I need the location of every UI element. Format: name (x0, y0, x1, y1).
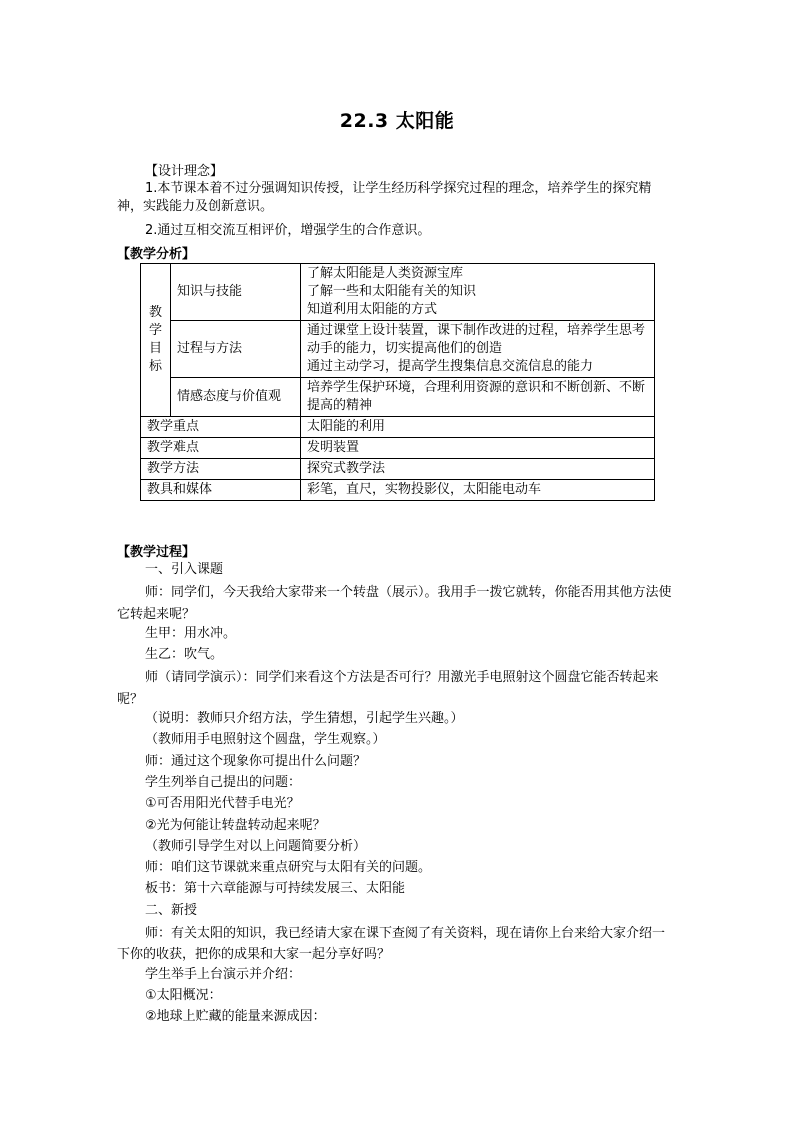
goals-label (141, 264, 171, 417)
table-row (141, 264, 655, 321)
process-line: 师：有关太阳的知识，我已经请大家在课下查阅了有关资料，现在请你上台来给大家介绍一下你的收获，把你的成果和大家一起分享好吗？ (117, 926, 666, 963)
row-value: 发明装置 (301, 438, 655, 459)
table-row (141, 480, 655, 501)
process-body (117, 561, 677, 1030)
goal-line: 知道利用太阳能的方式 (307, 302, 438, 317)
table-row (141, 321, 655, 378)
row-value: 太阳能的利用 (301, 417, 655, 438)
analysis-table (140, 263, 655, 501)
goal-line: 通过主动学习，提高学生搜集信息交流信息的能力 (307, 359, 594, 374)
design-paragraph-2: 2.通过互相交流互相评价，增强学生的合作意识。 (145, 223, 431, 238)
goal-content (301, 321, 655, 378)
process-line: ②光为何能让转盘转动起来呢？ (145, 817, 326, 833)
process-line: 生甲：用水冲。 (145, 625, 237, 641)
process-line: （说明：教师只介绍方法，学生猜想，引起学生兴趣。） (145, 711, 464, 727)
goal-line: 了解一些和太阳能有关的知识 (307, 284, 477, 299)
goal-content (301, 264, 655, 321)
row-value: 彩笔，直尺，实物投影仪，太阳能电动车 (301, 480, 655, 501)
process-line: 学生列举自己提出的问题： (145, 774, 302, 790)
design-paragraph-1: 1.本节课本着不过分强调知识传授，让学生经历科学探究过程的理念，培养学生的探究精神，实践能力及创新意识。 (117, 181, 652, 214)
row-value: 探究式教学法 (301, 459, 655, 480)
goals-label-text: 教 学 目 标 (148, 305, 162, 374)
table-row (141, 378, 655, 417)
process-line: 师：通过这个现象你可提出什么问题？ (145, 753, 367, 769)
process-heading: 【教学过程】 (117, 545, 196, 560)
goal-name: 知识与技能 (171, 264, 301, 321)
process-line: 生乙：吹气。 (145, 647, 224, 663)
table-row (141, 438, 655, 459)
table-row (141, 417, 655, 438)
row-label: 教学重点 (141, 417, 301, 438)
process-line: （教师引导学生对以上问题简要分析） (145, 838, 367, 854)
row-label: 教学难点 (141, 438, 301, 459)
process-line: 二、新授 (145, 902, 198, 918)
goal-line: 培养学生保护环境，合理利用资源的意识和不断创新、不断提高的精神 (307, 380, 646, 413)
process-line: 学生举手上台演示并介绍： (145, 966, 302, 982)
process-line: 板书：第十六章能源与可持续发展三、太阳能 (145, 881, 406, 897)
table-row (141, 459, 655, 480)
analysis-heading: 【教学分析】 (117, 247, 196, 262)
row-label: 教学方法 (141, 459, 301, 480)
goal-name: 过程与方法 (171, 321, 301, 378)
process-line: ②地球上贮藏的能量来源成因： (145, 1009, 326, 1025)
goal-content (301, 378, 655, 417)
design-heading: 【设计理念】 (145, 164, 224, 179)
row-label: 教具和媒体 (141, 480, 301, 501)
goal-name: 情感态度与价值观 (171, 378, 301, 417)
process-line: 一、引入课题 (145, 562, 224, 577)
process-line: ①太阳概况： (145, 987, 222, 1003)
process-line: 师：同学们，今天我给大家带来一个转盘（展示）。我用手一拨它就转，你能否用其他方法使它转起来呢？ (117, 585, 672, 622)
process-line: 师：咱们这节课就来重点研究与太阳有关的问题。 (145, 860, 432, 876)
goal-line: 了解太阳能是人类资源宝库 (307, 266, 464, 281)
process-line: 师（请同学演示）：同学们来看这个方法是否可行？用激光手电照射这个圆盘它能否转起来呢？ (117, 670, 659, 707)
page-title: 22.3 太阳能 (339, 110, 455, 132)
goal-line: 通过课堂上设计装置，课下制作改进的过程，培养学生思考动手的能力，切实提高他们的创造 (307, 323, 646, 356)
process-line: ①可否用阳光代替手电光？ (145, 796, 300, 812)
process-line: （教师用手电照射这个圆盘，学生观察。） (145, 732, 386, 748)
